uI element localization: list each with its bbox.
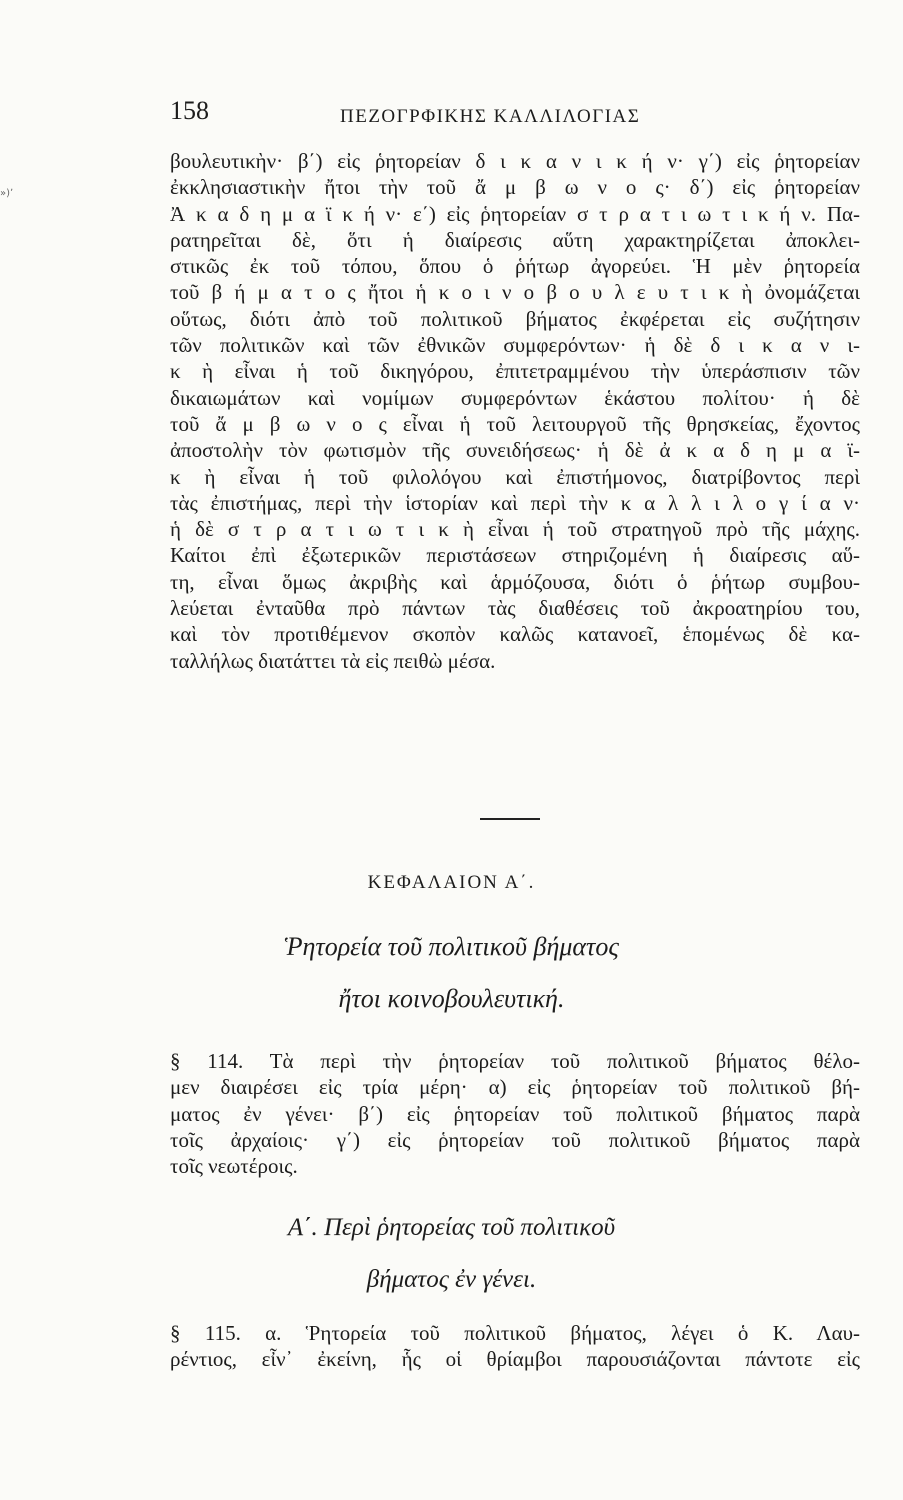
text-line: ματος ἐν γένει· β΄) εἰς ῥητορείαν τοῦ πολιτικοῦ βήματος παρὰ xyxy=(170,1101,860,1126)
section-divider xyxy=(480,818,540,820)
text-line: ἀποστολὴν τὸν φωτισμὸν τῆς συνειδήσεως· ἡ δὲ ἀ κ α δ η μ α ϊ- xyxy=(170,438,860,463)
text-line: κ ὴ εἶναι ἡ τοῦ δικηγόρου, ἐπιτετραμμένου τὴν ὑπεράσπισιν τῶν xyxy=(170,359,860,384)
text-line: κ ὴ εἶναι ἡ τοῦ φιλολόγου καὶ ἐπιστήμονος, διατρίβοντος περὶ xyxy=(170,464,860,489)
paragraph-115 xyxy=(170,1320,860,1373)
text-line: βουλευτικὴν· β΄) εἰς ῥητορείαν δ ι κ α ν ι κ ή ν· γ΄) εἰς ῥητορείαν xyxy=(170,149,860,173)
text-line: τῶν πολιτικῶν καὶ τῶν ἐθνικῶν συμφερόντων· ἡ δὲ δ ι κ α ν ι- xyxy=(170,333,860,358)
text-line: οὕτως, διότι ἀπὸ τοῦ πολιτικοῦ βήματος ἐκφέρεται εἰς συζήτησιν xyxy=(170,306,860,331)
text-line: μεν διαιρέσει εἰς τρία μέρη· α) εἰς ῥητορείαν τοῦ πολιτικοῦ βή- xyxy=(170,1075,860,1100)
text-line: ἐκκλησιαστικὴν ἤτοι τὴν τοῦ ἄ μ β ω ν ο ς· δ΄) εἰς ῥητορείαν xyxy=(170,175,860,200)
running-title: ΠΕΖΟΓΡΦΙΚΗΣ ΚΑΛΛΙΛΟΓΙΑΣ xyxy=(340,106,641,127)
text-line: δικαιωμάτων καὶ νομίμων συμφερόντων ἑκάστου πολίτου· ἡ δὲ xyxy=(170,385,860,410)
text-line: τοῖς νεωτέροις. xyxy=(170,1154,298,1179)
text-line: τὰς ἐπιστήμας, περὶ τὴν ἱστορίαν καὶ περὶ τὴν κ α λ λ ι λ ο γ ί α ν· xyxy=(170,490,860,515)
text-line: καὶ τὸν προτιθέμενον σκοπὸν καλῶς κατανοεῖ, ἑπομένως δὲ κα- xyxy=(170,622,860,647)
text-line: ταλλήλως διατάττει τὰ εἰς πειθὼ μέσα. xyxy=(170,648,496,673)
chapter-label: ΚΕΦΑΛΑΙΟΝ Α΄. xyxy=(367,872,536,893)
text-line: τοῦ ἄ μ β ω ν ο ς εἶναι ἡ τοῦ λειτουργοῦ τῆς θρησκείας, ἔχοντος xyxy=(170,411,860,436)
page-header xyxy=(170,96,860,136)
text-line: Καίτοι ἐπὶ ἐξωτερικῶν περιστάσεων στηριζομένη ἡ διαίρεσις αὕ- xyxy=(170,543,860,568)
text-line: στικῶς ἐκ τοῦ τόπου, ὅπου ὁ ῥήτωρ ἀγορεύει. Ἡ μὲν ῥητορεία xyxy=(170,254,860,279)
text-line: λεύεται ἐνταῦθα πρὸ πάντων τὰς διαθέσεις τοῦ ἀκροατηρίου του, xyxy=(170,596,860,621)
section-subtitle: βήματος ἐν γένει. xyxy=(366,1266,537,1293)
chapter-title: Ῥητορεία τοῦ πολιτικοῦ βήματος xyxy=(284,932,619,961)
text-line: § 114. Τὰ περὶ τὴν ῥητορείαν τοῦ πολιτικοῦ βήματος θέλο- xyxy=(170,1049,860,1073)
page-number: 158 xyxy=(170,96,209,125)
text-line: τοῖς ἀρχαίοις· γ΄) εἰς ῥητορείαν τοῦ πολιτικοῦ βήματος παρὰ xyxy=(170,1127,860,1152)
paragraph-114 xyxy=(170,1048,860,1179)
text-line: ρέντιος, εἶν᾿ ἐκείνη, ἧς οἱ θρίαμβοι παρουσιάζονται πάντοτε εἰς xyxy=(170,1347,860,1372)
text-line: § 115. α. Ῥητορεία τοῦ πολιτικοῦ βήματος, λέγει ὁ Κ. Λαυ- xyxy=(170,1321,860,1345)
text-line: ἡ δὲ σ τ ρ α τ ι ω τ ι κ ὴ εἶναι ἡ τοῦ στρατηγοῦ πρὸ τῆς μάχης. xyxy=(170,517,860,542)
section-title: Α΄. Περὶ ῥητορείας τοῦ πολιτικοῦ xyxy=(287,1214,616,1241)
text-line: ρατηρεῖται δὲ, ὅτι ἡ διαίρεσις αὕτη χαρακτηρίζεται ἀποκλει- xyxy=(170,227,860,252)
chapter-subtitle: ἤτοι κοινοβουλευτική. xyxy=(338,984,565,1013)
text-line: τη, εἶναι ὅμως ἀκριβὴς καὶ ἁρμόζουσα, διότι ὁ ῥήτωρ συμβου- xyxy=(170,569,860,594)
text-line: τοῦ β ή μ α τ ο ς ἤτοι ἡ κ ο ι ν ο β ο υ λ ε υ τ ι κ ὴ ὀνομάζεται xyxy=(170,280,860,305)
margin-mark: »)ʼ xyxy=(0,188,14,199)
text-line: Ἀ κ α δ η μ α ϊ κ ή ν· ε΄) εἰς ῥητορείαν σ τ ρ α τ ι ω τ ι κ ή ν. Πα- xyxy=(170,201,860,226)
top-paragraph xyxy=(170,148,860,674)
